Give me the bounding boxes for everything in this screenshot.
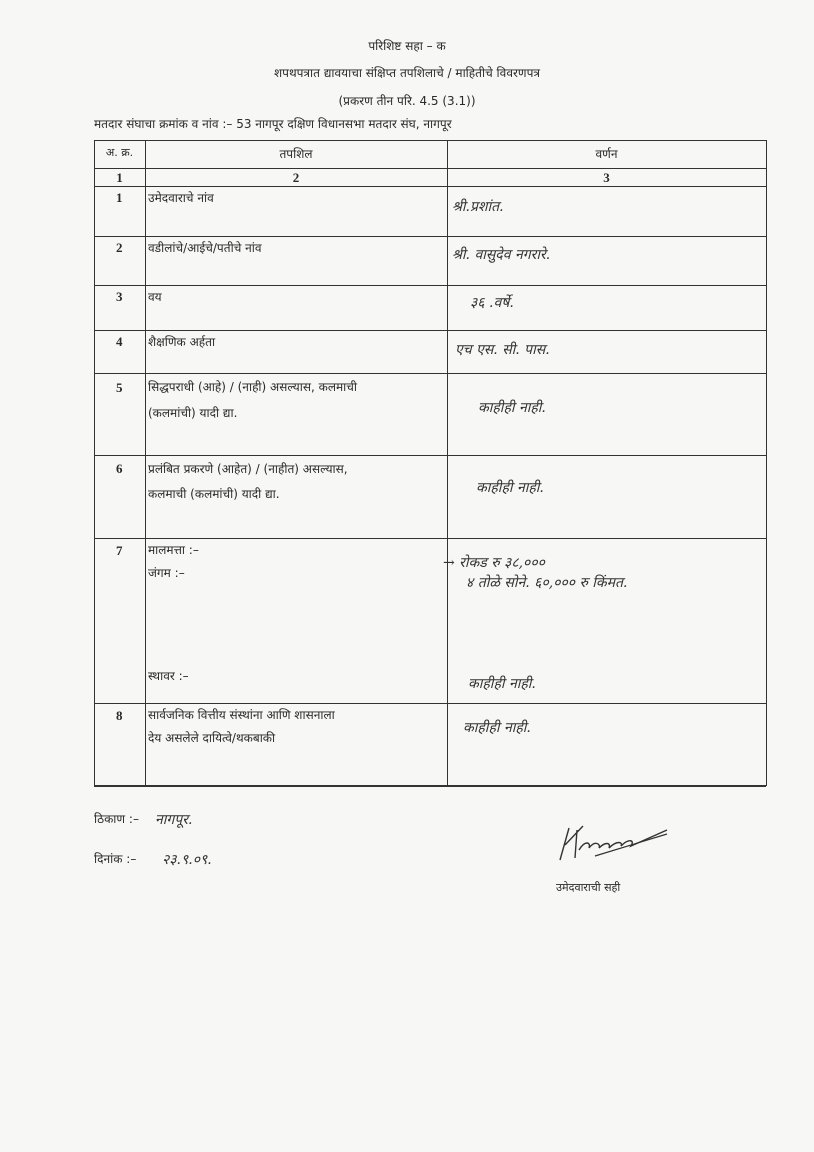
row-value: श्री.प्रशांत. <box>452 199 504 215</box>
row-number: 6 <box>116 461 123 476</box>
constituency-line: मतदार संघाचा क्रमांक व नांव :– 53 नागपूर दक्षिण विधानसभा मतदार संघ, नागपूर <box>94 117 452 131</box>
immovable-value: काहीही नाही. <box>468 676 536 692</box>
row-detail: वडीलांचे/आईचे/पतीचे नांव <box>148 241 262 255</box>
row-value: काहीही नाही. <box>463 720 531 736</box>
document-subtitle: (प्रकरण तीन परि. 4.5 (3.1)) <box>338 94 476 108</box>
row-number: 8 <box>116 708 123 723</box>
row-divider <box>94 538 766 539</box>
row-value: एच एस. सी. पास. <box>455 342 550 358</box>
row-divider <box>94 373 766 374</box>
document-title: शपथपत्रात द्यावयाचा संक्षिप्त तपशिलाचे / माहितीचे विवरणपत्र <box>273 66 541 80</box>
table-border <box>94 140 766 141</box>
header-detail: तपशिल <box>279 147 313 161</box>
row-detail: उमेदवाराचे नांव <box>148 191 214 205</box>
row-value: श्री. वासुदेव नगरारे. <box>452 247 551 263</box>
row-number: 2 <box>116 240 123 255</box>
appendix-heading: परिशिष्ट सहा – क <box>368 39 446 53</box>
table-border <box>766 140 767 786</box>
row-number: 4 <box>116 334 123 349</box>
row-value: काहीही नाही. <box>476 480 544 496</box>
header-description: वर्णन <box>595 147 618 161</box>
row-number: 1 <box>116 190 123 205</box>
row-divider <box>94 236 766 237</box>
row-value: काहीही नाही. <box>478 400 546 416</box>
header-serial: अ. क्र. <box>105 146 134 159</box>
row-detail: सार्वजनिक वित्तीय संस्थांना आणि शासनाला <box>148 708 335 722</box>
table-border <box>94 785 766 787</box>
column-number: 3 <box>603 170 610 185</box>
column-number: 2 <box>292 170 300 185</box>
row-value: ३६ .वर्षे. <box>470 295 514 311</box>
row-detail: सिद्धपराधी (आहे) / (नाही) असल्यास, कलमाची <box>148 380 357 394</box>
movable-gold-value: ४ तोळे सोने. ६०,००० रु किंमत. <box>466 575 628 591</box>
row-divider <box>94 186 766 187</box>
date-label: दिनांक :– <box>94 852 137 866</box>
row-detail: शैक्षणिक अर्हता <box>148 335 216 349</box>
row-detail: (कलमांची) यादी द्या. <box>148 406 238 420</box>
movable-cash-value: → रोकड रु ३८,००० <box>443 555 545 571</box>
assets-label: मालमत्ता :– <box>148 543 199 557</box>
immovable-assets-label: स्थावर :– <box>148 669 189 683</box>
signature-label: उमेदवाराची सही <box>556 881 621 894</box>
row-detail: कलमाची (कलमांची) यादी द्या. <box>148 487 280 501</box>
row-detail: वय <box>148 290 162 304</box>
candidate-signature <box>555 820 675 865</box>
row-divider <box>94 285 766 286</box>
row-number: 7 <box>116 543 123 558</box>
date-value: २३.९.०९. <box>162 852 212 868</box>
place-label: ठिकाण :– <box>94 812 139 826</box>
row-divider <box>94 168 766 169</box>
row-divider <box>94 330 766 331</box>
row-number: 5 <box>116 380 123 395</box>
row-divider <box>94 455 766 456</box>
place-value: नागपूर. <box>155 812 193 828</box>
row-divider <box>94 703 766 704</box>
row-number: 3 <box>116 289 123 304</box>
row-detail: प्रलंबित प्रकरणे (आहेत) / (नाहीत) असल्यास, <box>148 462 348 476</box>
row-detail: देय असलेले दायित्वे/थकबाकी <box>148 731 276 745</box>
movable-assets-label: जंगम :– <box>148 566 185 580</box>
column-number: 1 <box>116 170 123 185</box>
